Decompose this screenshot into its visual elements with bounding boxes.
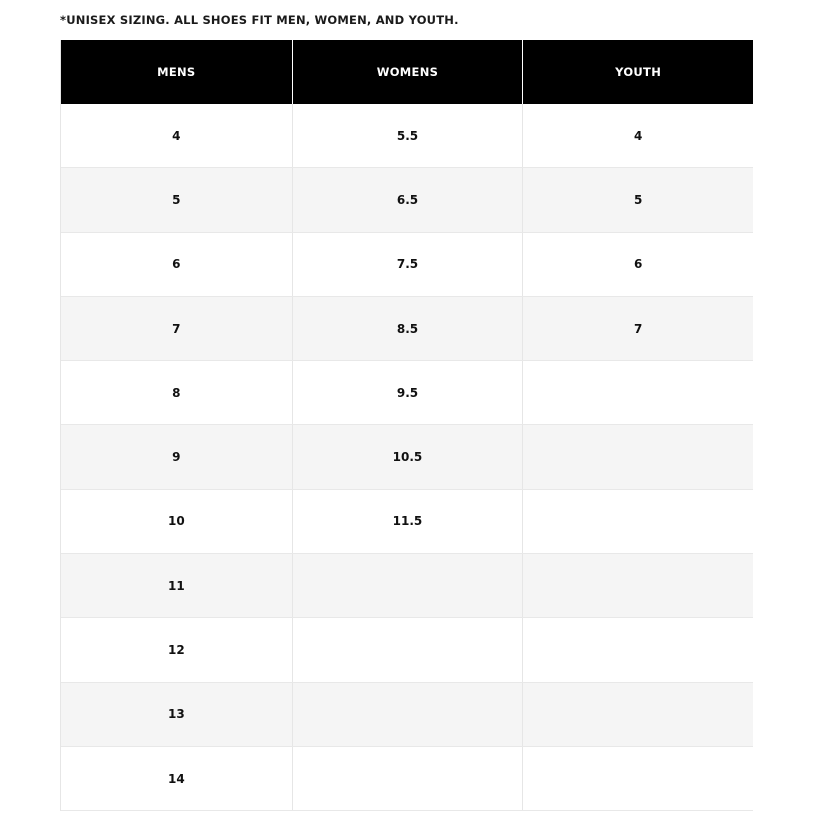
womens-size-cell <box>292 747 523 810</box>
youth-size-cell <box>522 618 753 681</box>
womens-size-cell <box>292 618 523 681</box>
youth-size-cell <box>522 425 753 488</box>
unisex-sizing-note: *UNISEX SIZING. ALL SHOES FIT MEN, WOMEN, AND YOUTH. <box>60 13 459 27</box>
youth-size-cell: 6 <box>522 233 753 296</box>
size-chart-table <box>60 40 753 811</box>
table-row <box>61 104 753 168</box>
youth-size-cell <box>522 554 753 617</box>
womens-size-cell <box>292 554 523 617</box>
table-header-row <box>61 40 753 104</box>
womens-size-cell: 8.5 <box>292 297 523 360</box>
youth-size-cell: 5 <box>522 168 753 231</box>
mens-size-cell: 11 <box>167 578 185 593</box>
mens-size-cell: 7 <box>172 321 181 336</box>
youth-size-cell <box>522 361 753 424</box>
womens-size-cell: 7.5 <box>292 233 523 296</box>
mens-size-cell: 14 <box>167 771 185 786</box>
table-row <box>61 297 753 361</box>
mens-size-cell: 12 <box>167 643 185 658</box>
mens-size-cell: 4 <box>172 128 181 143</box>
youth-size-cell <box>522 490 753 553</box>
table-row <box>61 747 753 811</box>
header-mens: MENS <box>157 65 196 79</box>
mens-size-cell: 13 <box>167 707 185 722</box>
table-row <box>61 618 753 682</box>
womens-size-cell: 5.5 <box>292 104 523 167</box>
table-row <box>61 490 753 554</box>
youth-size-cell: 4 <box>522 104 753 167</box>
table-row <box>61 233 753 297</box>
womens-size-cell: 6.5 <box>292 168 523 231</box>
table-row <box>61 683 753 747</box>
mens-size-cell: 6 <box>172 257 181 272</box>
youth-size-cell: 7 <box>522 297 753 360</box>
mens-size-cell: 10 <box>167 514 185 529</box>
womens-size-cell <box>292 683 523 746</box>
womens-size-cell: 11.5 <box>292 490 523 553</box>
table-row <box>61 554 753 618</box>
mens-size-cell: 8 <box>172 385 181 400</box>
youth-size-cell <box>522 747 753 810</box>
youth-size-cell <box>522 683 753 746</box>
header-youth: YOUTH <box>522 40 753 104</box>
womens-size-cell: 10.5 <box>292 425 523 488</box>
mens-size-cell: 5 <box>172 192 181 207</box>
table-row <box>61 168 753 232</box>
womens-size-cell: 9.5 <box>292 361 523 424</box>
table-row <box>61 361 753 425</box>
header-womens: WOMENS <box>292 40 523 104</box>
mens-size-cell: 9 <box>172 450 181 465</box>
table-row <box>61 425 753 489</box>
